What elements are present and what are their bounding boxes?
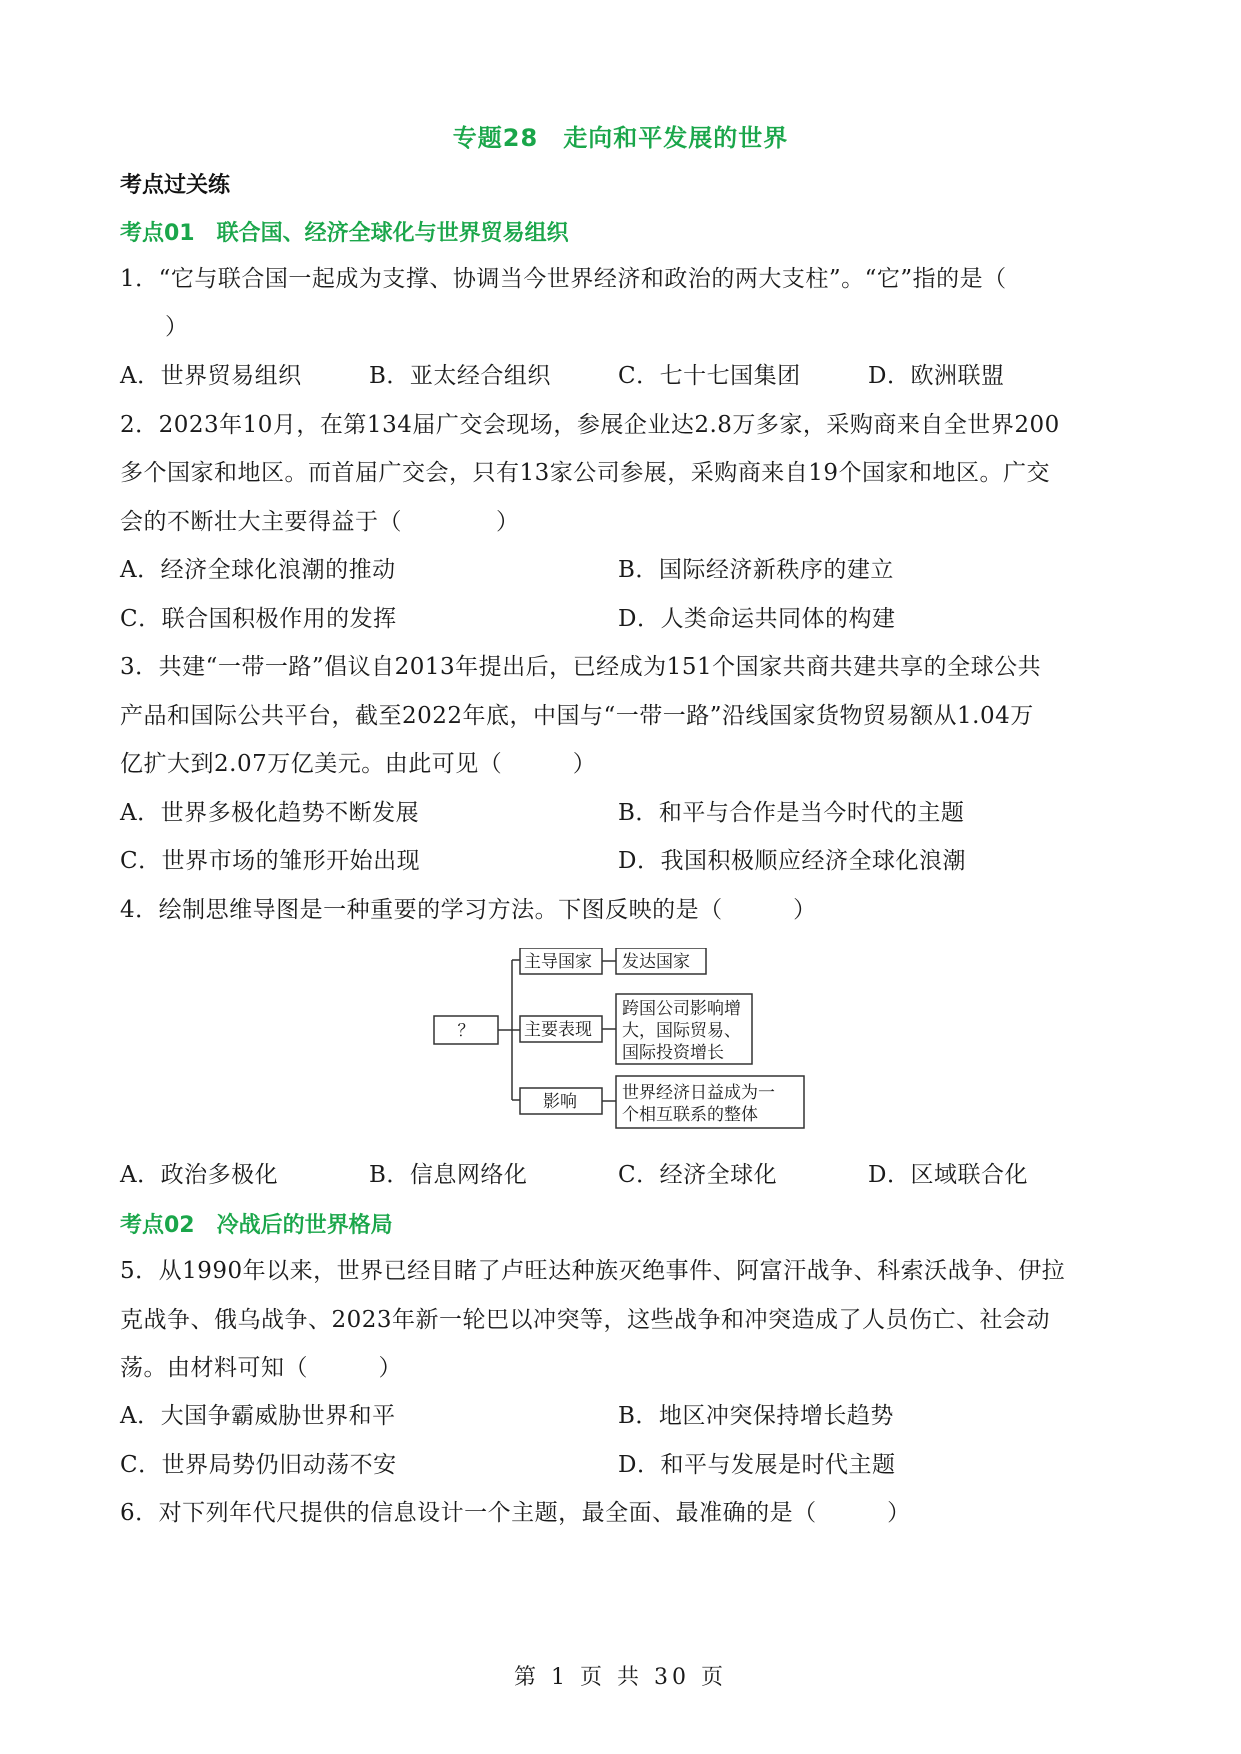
mindmap-branch1-label: 主导国家 [524, 952, 592, 972]
q4-option-d[interactable]: D．区域联合化 [868, 1162, 1028, 1188]
mindmap-leaf1-label: 发达国家 [622, 952, 690, 972]
mindmap-branch2-label: 主要表现 [524, 1020, 592, 1040]
q3-option-b[interactable]: B．和平与合作是当今时代的主题 [618, 800, 965, 826]
mindmap-center-label: ？ [457, 1021, 475, 1041]
q1-option-a[interactable]: A．世界贸易组织 [120, 363, 302, 389]
q5-option-d[interactable]: D．和平与发展是时代主题 [618, 1452, 896, 1478]
mindmap-leaf2-line1: 跨国公司影响增 [622, 999, 741, 1019]
mindmap-leaf2-line2: 大，国际贸易、 [622, 1021, 741, 1041]
q3-line1: 3．共建“一带一路”倡议自2013年提出后，已经成为151个国家共商共建共享的全球公共 [120, 654, 1042, 680]
q3-line2: 产品和国际公共平台，截至2022年底，中国与“一带一路”沿线国家货物贸易额从1.04万 [120, 703, 1034, 729]
q5-line3: 荡。由材料可知（ ） [120, 1355, 402, 1381]
q5-option-b[interactable]: B．地区冲突保持增长趋势 [618, 1403, 894, 1429]
q3-line3: 亿扩大到2.07万亿美元。由此可见（ ） [120, 751, 597, 777]
q1-option-b[interactable]: B．亚太经合组织 [369, 363, 551, 389]
q6-line1: 6．对下列年代尺提供的信息设计一个主题，最全面、最准确的是（ ） [120, 1500, 911, 1526]
q1-option-c[interactable]: C．七十七国集团 [618, 363, 801, 389]
mindmap-leaf2-line3: 国际投资增长 [622, 1043, 724, 1063]
section-heading: 考点过关练 [120, 173, 231, 198]
q2-line3: 会的不断壮大主要得益于（ ） [120, 509, 520, 535]
q2-option-b[interactable]: B．国际经济新秩序的建立 [618, 557, 894, 583]
page-footer: 第 1 页 共 30 页 [514, 1665, 727, 1690]
q3-option-c[interactable]: C．世界市场的雏形开始出现 [120, 848, 421, 874]
q5-line2: 克战争、俄乌战争、2023年新一轮巴以冲突等，这些战争和冲突造成了人员伤亡、社会动 [120, 1307, 1051, 1333]
q1-line2: ） [165, 314, 189, 340]
q2-line2: 多个国家和地区。而首届广交会，只有13家公司参展，采购商来自19个国家和地区。广交 [120, 460, 1051, 486]
topic-heading-1: 考点01 联合国、经济全球化与世界贸易组织 [120, 221, 569, 246]
mindmap-branch3-label: 影响 [543, 1092, 577, 1112]
mind-map-diagram [430, 948, 810, 1138]
q5-line1: 5．从1990年以来，世界已经目睹了卢旺达种族灭绝事件、阿富汗战争、科索沃战争、伊拉 [120, 1258, 1066, 1284]
mindmap-leaf3-line1: 世界经济日益成为一 [622, 1083, 775, 1103]
q5-option-c[interactable]: C．世界局势仍旧动荡不安 [120, 1452, 397, 1478]
q2-option-a[interactable]: A．经济全球化浪潮的推动 [120, 557, 396, 583]
q4-line1: 4．绘制思维导图是一种重要的学习方法。下图反映的是（ ） [120, 897, 817, 923]
q2-option-c[interactable]: C．联合国积极作用的发挥 [120, 606, 397, 632]
q4-option-a[interactable]: A．政治多极化 [120, 1162, 279, 1188]
q3-option-a[interactable]: A．世界多极化趋势不断发展 [120, 800, 420, 826]
mindmap-leaf3-line2: 个相互联系的整体 [622, 1105, 758, 1125]
topic-heading-2: 考点02 冷战后的世界格局 [120, 1213, 393, 1238]
q2-line1: 2．2023年10月，在第134届广交会现场，参展企业达2.8万多家，采购商来自全世界200 [120, 412, 1060, 438]
q5-option-a[interactable]: A．大国争霸威胁世界和平 [120, 1403, 396, 1429]
q3-option-d[interactable]: D．我国积极顺应经济全球化浪潮 [618, 848, 966, 874]
q1-line1: 1．“它与联合国一起成为支撑、协调当今世界经济和政治的两大支柱”。“它”指的是（ [120, 266, 1007, 292]
page-title: 专题28 走向和平发展的世界 [452, 124, 789, 152]
q4-option-b[interactable]: B．信息网络化 [369, 1162, 528, 1188]
q2-option-d[interactable]: D．人类命运共同体的构建 [618, 606, 896, 632]
q4-option-c[interactable]: C．经济全球化 [618, 1162, 778, 1188]
q1-option-d[interactable]: D．欧洲联盟 [868, 363, 1005, 389]
